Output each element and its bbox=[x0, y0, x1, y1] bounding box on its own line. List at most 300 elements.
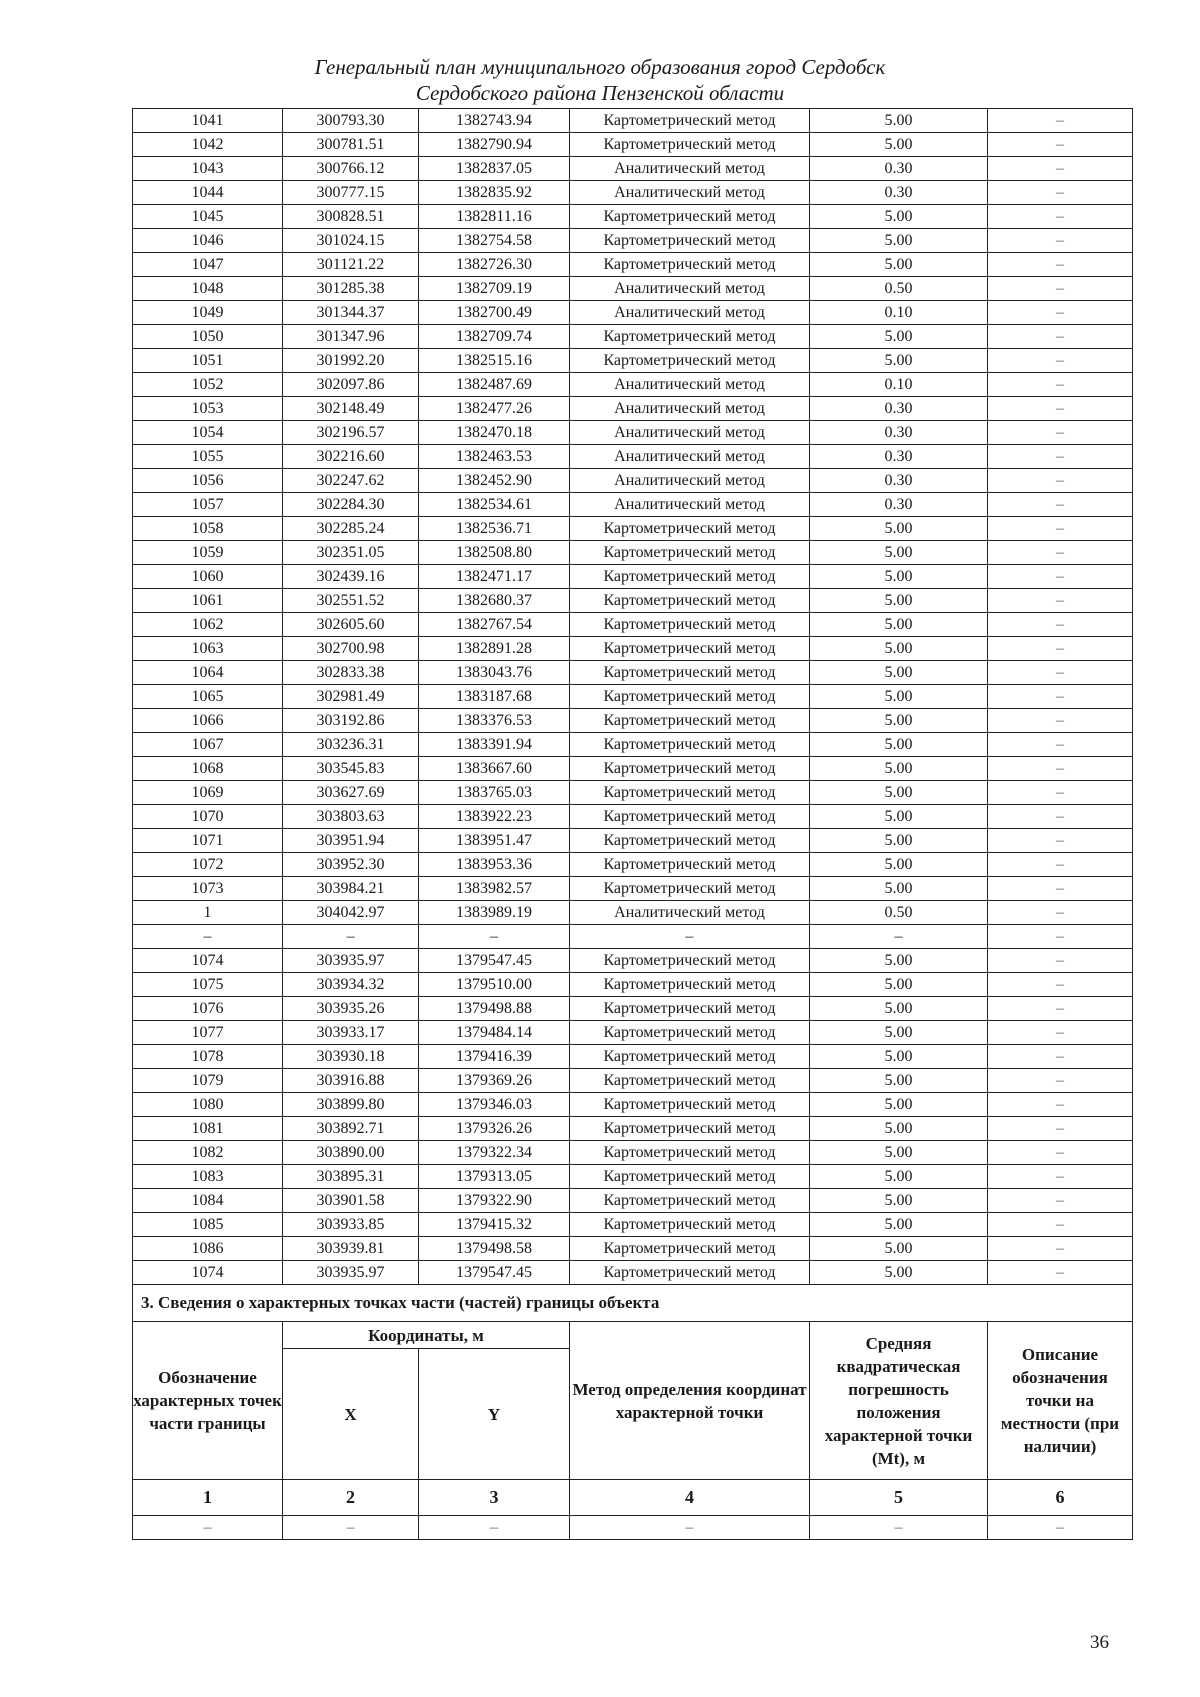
table-cell: 300766.12 bbox=[283, 157, 419, 181]
table-cell: 5.00 bbox=[810, 133, 988, 157]
table-cell: 302284.30 bbox=[283, 493, 419, 517]
table-cell: 5.00 bbox=[810, 949, 988, 973]
table-cell: Картометрический метод bbox=[570, 1021, 810, 1045]
table-cell: 1379547.45 bbox=[419, 1261, 570, 1285]
table-row bbox=[133, 301, 1133, 325]
table-row bbox=[133, 325, 1133, 349]
table-cell: – bbox=[988, 181, 1133, 205]
table-cell: Картометрический метод bbox=[570, 805, 810, 829]
table-cell: – bbox=[988, 589, 1133, 613]
table-cell: – bbox=[988, 445, 1133, 469]
table-cell: 1059 bbox=[133, 541, 283, 565]
table-cell: 1083 bbox=[133, 1165, 283, 1189]
table-cell: 1068 bbox=[133, 757, 283, 781]
table-cell: 5.00 bbox=[810, 325, 988, 349]
table-cell: 1066 bbox=[133, 709, 283, 733]
table-row bbox=[133, 925, 1133, 949]
table-cell: 0.30 bbox=[810, 397, 988, 421]
table-cell: Картометрический метод bbox=[570, 589, 810, 613]
column-number: 4 bbox=[570, 1480, 810, 1516]
table-cell: 1383187.68 bbox=[419, 685, 570, 709]
table-cell: 303952.30 bbox=[283, 853, 419, 877]
table-cell: Картометрический метод bbox=[570, 709, 810, 733]
table-cell: 1052 bbox=[133, 373, 283, 397]
table-cell: 5.00 bbox=[810, 541, 988, 565]
table-cell: 1382891.28 bbox=[419, 637, 570, 661]
table-cell: 302833.38 bbox=[283, 661, 419, 685]
table-cell: 1379547.45 bbox=[419, 949, 570, 973]
table-row bbox=[133, 1021, 1133, 1045]
table-cell: 303935.26 bbox=[283, 997, 419, 1021]
table-row bbox=[133, 853, 1133, 877]
table-cell: 301121.22 bbox=[283, 253, 419, 277]
table-cell: – bbox=[988, 733, 1133, 757]
table-cell: 1082 bbox=[133, 1141, 283, 1165]
table-cell: 1050 bbox=[133, 325, 283, 349]
table-cell: 302551.52 bbox=[283, 589, 419, 613]
table-cell: – bbox=[988, 877, 1133, 901]
header-error: Средняя квадратическая погрешность положения характерной точки (Mt), м bbox=[810, 1322, 988, 1480]
table-cell: – bbox=[988, 301, 1133, 325]
table-cell: 302247.62 bbox=[283, 469, 419, 493]
table-cell: 1070 bbox=[133, 805, 283, 829]
table-cell: 1379326.26 bbox=[419, 1117, 570, 1141]
table-cell: 1382726.30 bbox=[419, 253, 570, 277]
table-cell: Аналитический метод bbox=[570, 301, 810, 325]
header-point-designation: Обозначение характерных точек части границы bbox=[133, 1322, 283, 1480]
column-number: 6 bbox=[988, 1480, 1133, 1516]
table-cell: Аналитический метод bbox=[570, 493, 810, 517]
table-cell: 1080 bbox=[133, 1093, 283, 1117]
table-row bbox=[133, 1141, 1133, 1165]
table-cell: 302216.60 bbox=[283, 445, 419, 469]
table-row bbox=[133, 1213, 1133, 1237]
table-cell: 5.00 bbox=[810, 349, 988, 373]
table-cell: 300793.30 bbox=[283, 109, 419, 133]
table-cell: 1382515.16 bbox=[419, 349, 570, 373]
table-cell: 1085 bbox=[133, 1213, 283, 1237]
table-cell: 1382463.53 bbox=[419, 445, 570, 469]
table-cell: 1379313.05 bbox=[419, 1165, 570, 1189]
table-cell: – bbox=[988, 109, 1133, 133]
table-cell: – bbox=[988, 853, 1133, 877]
table-cell: 1382709.74 bbox=[419, 325, 570, 349]
table-cell: – bbox=[133, 925, 283, 949]
table-cell: 1383953.36 bbox=[419, 853, 570, 877]
table-cell: 1379498.58 bbox=[419, 1237, 570, 1261]
table-cell: – bbox=[988, 925, 1133, 949]
table-cell: 0.30 bbox=[810, 493, 988, 517]
table-cell: Картометрический метод bbox=[570, 853, 810, 877]
table-cell: 1383765.03 bbox=[419, 781, 570, 805]
table-cell: – bbox=[988, 805, 1133, 829]
table-cell: 1069 bbox=[133, 781, 283, 805]
table-row bbox=[133, 157, 1133, 181]
table-cell: 1074 bbox=[133, 1261, 283, 1285]
table-cell: – bbox=[988, 757, 1133, 781]
table-cell: 1382709.19 bbox=[419, 277, 570, 301]
table-row bbox=[133, 949, 1133, 973]
table-cell: 303901.58 bbox=[283, 1189, 419, 1213]
table-row bbox=[133, 901, 1133, 925]
table-cell: – bbox=[570, 925, 810, 949]
table-cell: – bbox=[988, 157, 1133, 181]
table-cell: 302439.16 bbox=[283, 565, 419, 589]
table-cell: 1382835.92 bbox=[419, 181, 570, 205]
table-cell: – bbox=[570, 1516, 810, 1540]
table-cell: – bbox=[988, 1189, 1133, 1213]
table-row bbox=[133, 1093, 1133, 1117]
table-cell: – bbox=[988, 325, 1133, 349]
table-cell: 1383043.76 bbox=[419, 661, 570, 685]
table-cell: 1058 bbox=[133, 517, 283, 541]
table-row bbox=[133, 757, 1133, 781]
table-cell: – bbox=[988, 517, 1133, 541]
table-cell: 1382700.49 bbox=[419, 301, 570, 325]
table-cell: Аналитический метод bbox=[570, 277, 810, 301]
table-cell: Картометрический метод bbox=[570, 757, 810, 781]
table-cell: Картометрический метод bbox=[570, 1069, 810, 1093]
table-cell: 5.00 bbox=[810, 1093, 988, 1117]
table-cell: 1379484.14 bbox=[419, 1021, 570, 1045]
table-cell: – bbox=[988, 1093, 1133, 1117]
table-cell: 303192.86 bbox=[283, 709, 419, 733]
table-cell: – bbox=[810, 925, 988, 949]
table-cell: Картометрический метод bbox=[570, 133, 810, 157]
table-cell: 5.00 bbox=[810, 829, 988, 853]
header-line-2: Сердобского района Пензенской области bbox=[415, 81, 785, 105]
table-cell: 1382536.71 bbox=[419, 517, 570, 541]
table-cell: 300781.51 bbox=[283, 133, 419, 157]
table-cell: 1382790.94 bbox=[419, 133, 570, 157]
table-cell: – bbox=[988, 1261, 1133, 1285]
table-row bbox=[133, 1189, 1133, 1213]
table-cell: 1382811.16 bbox=[419, 205, 570, 229]
table-cell: 303984.21 bbox=[283, 877, 419, 901]
table-cell: – bbox=[988, 397, 1133, 421]
table-cell: 5.00 bbox=[810, 1261, 988, 1285]
table-cell: – bbox=[988, 229, 1133, 253]
table-row bbox=[133, 661, 1133, 685]
table-cell: 1383376.53 bbox=[419, 709, 570, 733]
table-row bbox=[133, 685, 1133, 709]
table-row bbox=[133, 733, 1133, 757]
table-cell: 302351.05 bbox=[283, 541, 419, 565]
table-cell: 5.00 bbox=[810, 757, 988, 781]
table-row bbox=[133, 637, 1133, 661]
table-row bbox=[133, 373, 1133, 397]
table-cell: 1382508.80 bbox=[419, 541, 570, 565]
table-cell: – bbox=[988, 709, 1133, 733]
table-row bbox=[133, 397, 1133, 421]
table-cell: 302981.49 bbox=[283, 685, 419, 709]
table-cell: 1382470.18 bbox=[419, 421, 570, 445]
table-row bbox=[133, 109, 1133, 133]
table-cell: – bbox=[988, 1069, 1133, 1093]
table-cell: 1057 bbox=[133, 493, 283, 517]
table-cell: Картометрический метод bbox=[570, 733, 810, 757]
table-cell: 5.00 bbox=[810, 733, 988, 757]
table-cell: 5.00 bbox=[810, 589, 988, 613]
table-cell: 1060 bbox=[133, 565, 283, 589]
table-cell: 1077 bbox=[133, 1021, 283, 1045]
table-cell: 1079 bbox=[133, 1069, 283, 1093]
table-cell: 0.30 bbox=[810, 181, 988, 205]
table-cell: – bbox=[988, 901, 1133, 925]
document-header bbox=[0, 54, 1200, 106]
table-row bbox=[133, 493, 1133, 517]
table-cell: 5.00 bbox=[810, 1045, 988, 1069]
section-3-header-row bbox=[133, 1322, 1133, 1349]
table-cell: 1383922.23 bbox=[419, 805, 570, 829]
table-cell: – bbox=[988, 1165, 1133, 1189]
table-cell: 5.00 bbox=[810, 1189, 988, 1213]
table-cell: Картометрический метод bbox=[570, 1261, 810, 1285]
table-cell: 1081 bbox=[133, 1117, 283, 1141]
table-cell: 301347.96 bbox=[283, 325, 419, 349]
table-cell: 303890.00 bbox=[283, 1141, 419, 1165]
table-cell: Аналитический метод bbox=[570, 445, 810, 469]
table-cell: 300828.51 bbox=[283, 205, 419, 229]
table-cell: Картометрический метод bbox=[570, 685, 810, 709]
table-cell: Картометрический метод bbox=[570, 517, 810, 541]
table-cell: 303934.32 bbox=[283, 973, 419, 997]
table-cell: – bbox=[810, 1516, 988, 1540]
table-cell: 1379415.32 bbox=[419, 1213, 570, 1237]
table-cell: 1043 bbox=[133, 157, 283, 181]
header-y: Y bbox=[419, 1349, 570, 1480]
table-cell: – bbox=[419, 1516, 570, 1540]
table-row bbox=[133, 1069, 1133, 1093]
table-cell: – bbox=[419, 925, 570, 949]
table-cell: 1054 bbox=[133, 421, 283, 445]
table-row bbox=[133, 613, 1133, 637]
table-cell: 5.00 bbox=[810, 1213, 988, 1237]
column-numbers-row bbox=[133, 1480, 1133, 1516]
table-row bbox=[133, 133, 1133, 157]
table-cell: 303930.18 bbox=[283, 1045, 419, 1069]
table-cell: Картометрический метод bbox=[570, 541, 810, 565]
table-cell: 302097.86 bbox=[283, 373, 419, 397]
table-cell: 1382754.58 bbox=[419, 229, 570, 253]
table-cell: 0.30 bbox=[810, 421, 988, 445]
table-cell: 5.00 bbox=[810, 1141, 988, 1165]
table-cell: 5.00 bbox=[810, 781, 988, 805]
header-x: X bbox=[283, 1349, 419, 1480]
table-cell: – bbox=[988, 949, 1133, 973]
table-cell: 303895.31 bbox=[283, 1165, 419, 1189]
table-cell: 5.00 bbox=[810, 565, 988, 589]
table-cell: Картометрический метод bbox=[570, 325, 810, 349]
table-row bbox=[133, 205, 1133, 229]
table-cell: 5.00 bbox=[810, 1237, 988, 1261]
table-cell: – bbox=[988, 1141, 1133, 1165]
table-cell: 1382471.17 bbox=[419, 565, 570, 589]
table-cell: – bbox=[988, 253, 1133, 277]
table-cell: 1061 bbox=[133, 589, 283, 613]
table-cell: Картометрический метод bbox=[570, 781, 810, 805]
table-cell: – bbox=[988, 541, 1133, 565]
table-cell: – bbox=[988, 493, 1133, 517]
table-cell: 1379322.34 bbox=[419, 1141, 570, 1165]
header-line-1: Генеральный план муниципального образования город Сердобск bbox=[314, 55, 886, 79]
table-cell: 1382452.90 bbox=[419, 469, 570, 493]
table-cell: – bbox=[988, 349, 1133, 373]
table-cell: 1042 bbox=[133, 133, 283, 157]
table-cell: – bbox=[988, 1516, 1133, 1540]
table-cell: 0.30 bbox=[810, 445, 988, 469]
table-row bbox=[133, 421, 1133, 445]
table-cell: 1382680.37 bbox=[419, 589, 570, 613]
table-cell: 1051 bbox=[133, 349, 283, 373]
table-cell: 1041 bbox=[133, 109, 283, 133]
table-cell: 302605.60 bbox=[283, 613, 419, 637]
table-cell: 301344.37 bbox=[283, 301, 419, 325]
table-cell: Картометрический метод bbox=[570, 349, 810, 373]
table-cell: 300777.15 bbox=[283, 181, 419, 205]
table-cell: Аналитический метод bbox=[570, 373, 810, 397]
table-cell: 5.00 bbox=[810, 1069, 988, 1093]
table-cell: 304042.97 bbox=[283, 901, 419, 925]
section-3-empty-row bbox=[133, 1516, 1133, 1540]
table-cell: 0.50 bbox=[810, 277, 988, 301]
table-cell: 1382487.69 bbox=[419, 373, 570, 397]
table-cell: – bbox=[988, 373, 1133, 397]
table-cell: 303951.94 bbox=[283, 829, 419, 853]
table-cell: Картометрический метод bbox=[570, 565, 810, 589]
table-cell: 1067 bbox=[133, 733, 283, 757]
table-cell: 1383667.60 bbox=[419, 757, 570, 781]
table-row bbox=[133, 829, 1133, 853]
table-cell: – bbox=[988, 685, 1133, 709]
table-cell: – bbox=[988, 277, 1133, 301]
table-cell: 0.10 bbox=[810, 373, 988, 397]
table-cell: 1382743.94 bbox=[419, 109, 570, 133]
table-cell: 5.00 bbox=[810, 253, 988, 277]
table-cell: 5.00 bbox=[810, 517, 988, 541]
table-cell: 1379510.00 bbox=[419, 973, 570, 997]
table-cell: 1086 bbox=[133, 1237, 283, 1261]
table-cell: – bbox=[988, 829, 1133, 853]
table-row bbox=[133, 997, 1133, 1021]
column-number: 2 bbox=[283, 1480, 419, 1516]
table-cell: 5.00 bbox=[810, 1165, 988, 1189]
table-cell: 1055 bbox=[133, 445, 283, 469]
coordinates-table bbox=[132, 108, 1133, 1540]
table-cell: 303933.85 bbox=[283, 1213, 419, 1237]
table-cell: Картометрический метод bbox=[570, 997, 810, 1021]
table-cell: Картометрический метод bbox=[570, 661, 810, 685]
table-cell: 301024.15 bbox=[283, 229, 419, 253]
table-cell: 1383391.94 bbox=[419, 733, 570, 757]
table-cell: Аналитический метод bbox=[570, 157, 810, 181]
table-row bbox=[133, 1237, 1133, 1261]
table-cell: 301285.38 bbox=[283, 277, 419, 301]
table-cell: 1379369.26 bbox=[419, 1069, 570, 1093]
table-cell: 302196.57 bbox=[283, 421, 419, 445]
table-cell: 5.00 bbox=[810, 205, 988, 229]
table-cell: 303935.97 bbox=[283, 949, 419, 973]
header-method: Метод определения координат характерной точки bbox=[570, 1322, 810, 1480]
table-cell: 302285.24 bbox=[283, 517, 419, 541]
table-cell: 1382837.05 bbox=[419, 157, 570, 181]
table-cell: – bbox=[988, 997, 1133, 1021]
table-cell: 5.00 bbox=[810, 709, 988, 733]
table-cell: 302700.98 bbox=[283, 637, 419, 661]
table-cell: 1084 bbox=[133, 1189, 283, 1213]
table-cell: 1076 bbox=[133, 997, 283, 1021]
table-cell: – bbox=[988, 1021, 1133, 1045]
table-cell: Картометрический метод bbox=[570, 829, 810, 853]
page-number: 36 bbox=[1090, 1632, 1109, 1653]
section-3-title: 3. Сведения о характерных точках части (частей) границы объекта bbox=[133, 1285, 1133, 1322]
table-cell: Картометрический метод bbox=[570, 1117, 810, 1141]
table-cell: 5.00 bbox=[810, 637, 988, 661]
table-cell: 1075 bbox=[133, 973, 283, 997]
table-cell: 5.00 bbox=[810, 229, 988, 253]
table-row bbox=[133, 541, 1133, 565]
table-cell: Картометрический метод bbox=[570, 1213, 810, 1237]
table-cell: – bbox=[988, 469, 1133, 493]
table-cell: Картометрический метод bbox=[570, 205, 810, 229]
table-cell: 1379416.39 bbox=[419, 1045, 570, 1069]
table-cell: 5.00 bbox=[810, 973, 988, 997]
table-row bbox=[133, 1117, 1133, 1141]
table-cell: 5.00 bbox=[810, 877, 988, 901]
table-row bbox=[133, 805, 1133, 829]
table-cell: 1382477.26 bbox=[419, 397, 570, 421]
table-cell: 5.00 bbox=[810, 997, 988, 1021]
table-row bbox=[133, 349, 1133, 373]
table-cell: 1073 bbox=[133, 877, 283, 901]
table-cell: Картометрический метод bbox=[570, 229, 810, 253]
table-cell: 5.00 bbox=[810, 661, 988, 685]
table-cell: – bbox=[988, 661, 1133, 685]
table-cell: 303939.81 bbox=[283, 1237, 419, 1261]
table-row bbox=[133, 565, 1133, 589]
table-cell: 1072 bbox=[133, 853, 283, 877]
table-cell: 1047 bbox=[133, 253, 283, 277]
table-cell: 1382767.54 bbox=[419, 613, 570, 637]
table-cell: Картометрический метод bbox=[570, 1093, 810, 1117]
table-cell: Картометрический метод bbox=[570, 637, 810, 661]
table-cell: 1071 bbox=[133, 829, 283, 853]
table-cell: 1045 bbox=[133, 205, 283, 229]
table-cell: 303627.69 bbox=[283, 781, 419, 805]
table-cell: 1383989.19 bbox=[419, 901, 570, 925]
table-cell: 1383951.47 bbox=[419, 829, 570, 853]
table-cell: Картометрический метод bbox=[570, 253, 810, 277]
table-cell: 303236.31 bbox=[283, 733, 419, 757]
table-row bbox=[133, 253, 1133, 277]
table-cell: – bbox=[988, 1045, 1133, 1069]
table-cell: Картометрический метод bbox=[570, 109, 810, 133]
table-cell: – bbox=[988, 1237, 1133, 1261]
table-cell: Аналитический метод bbox=[570, 181, 810, 205]
table-cell: – bbox=[988, 613, 1133, 637]
table-cell: 303935.97 bbox=[283, 1261, 419, 1285]
table-cell: 1379346.03 bbox=[419, 1093, 570, 1117]
table-cell: Аналитический метод bbox=[570, 397, 810, 421]
table-cell: 0.50 bbox=[810, 901, 988, 925]
table-cell: 1049 bbox=[133, 301, 283, 325]
table-cell: – bbox=[988, 1117, 1133, 1141]
table-cell: 303933.17 bbox=[283, 1021, 419, 1045]
table-cell: 303916.88 bbox=[283, 1069, 419, 1093]
table-row bbox=[133, 517, 1133, 541]
table-row bbox=[133, 1045, 1133, 1069]
header-coordinates: Координаты, м bbox=[283, 1322, 570, 1349]
